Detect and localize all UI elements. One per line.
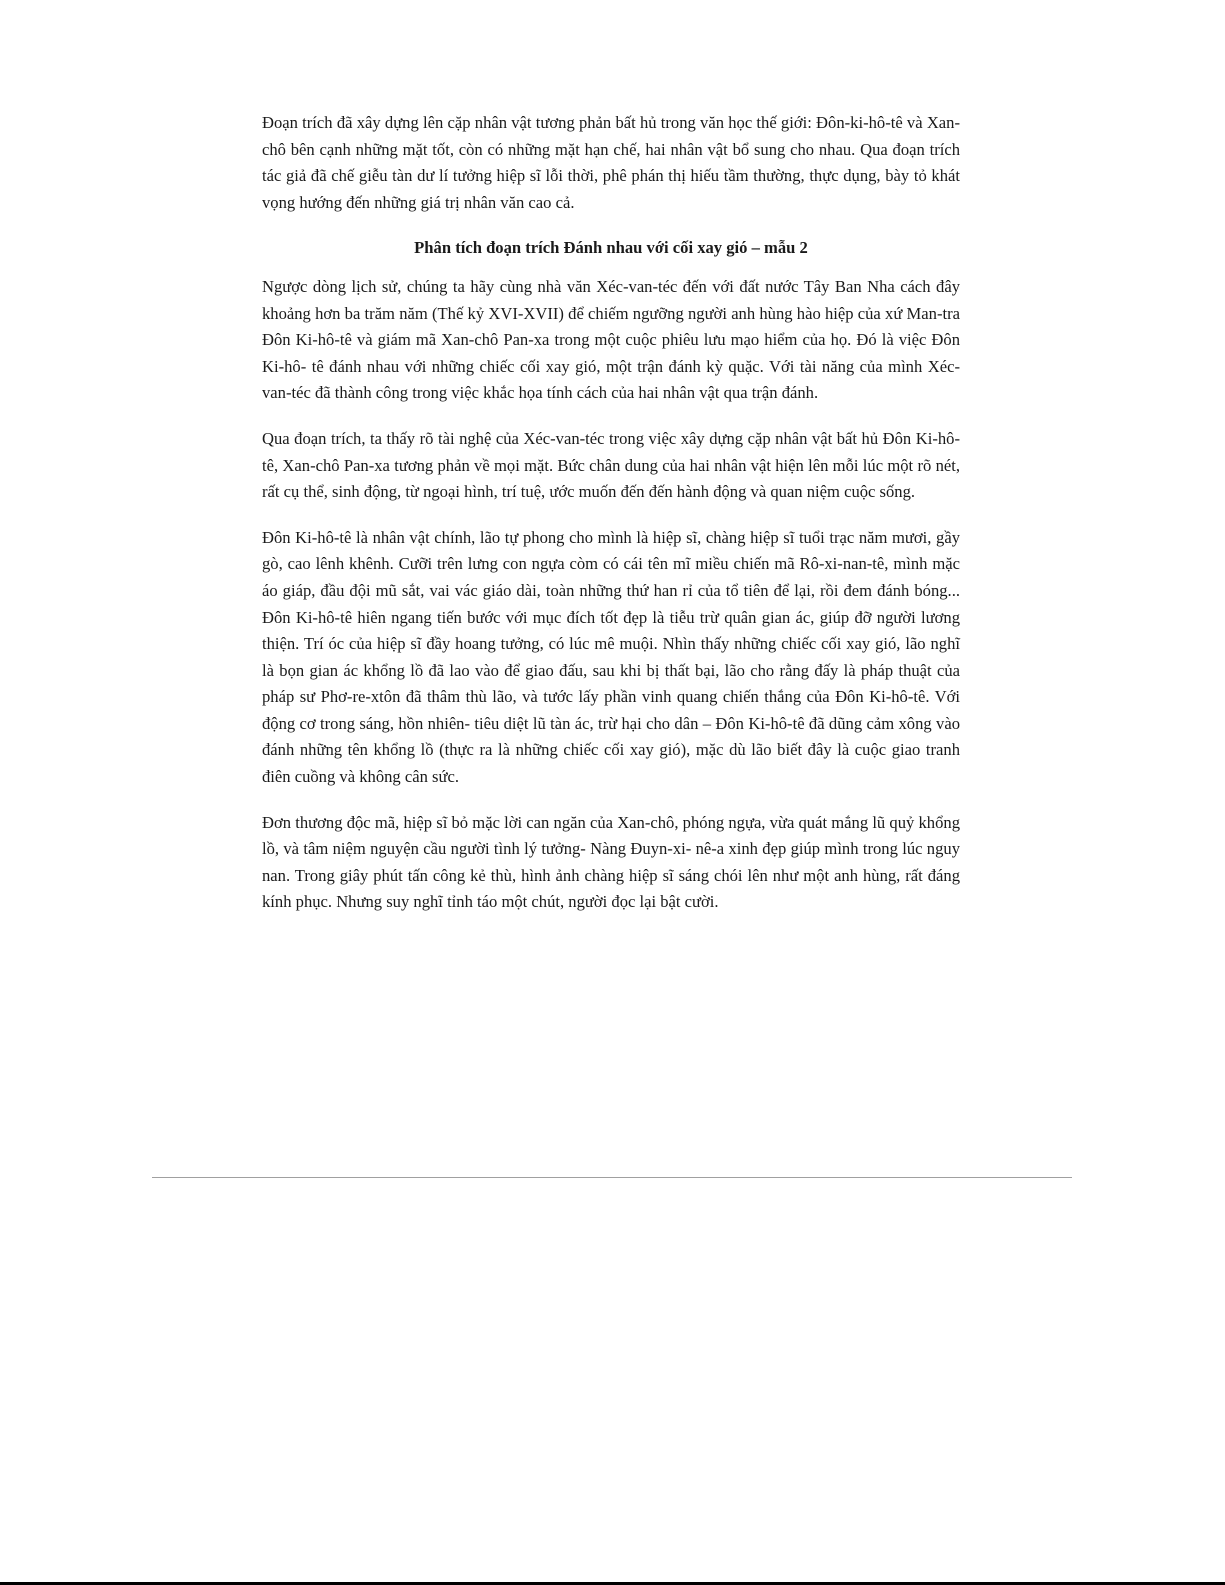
body-paragraph: Ngược dòng lịch sử, chúng ta hãy cùng nhà văn Xéc-van-téc đến với đất nước Tây Ban Nha cách đây khoảng hơn ba trăm năm (Thế kỷ XVI-XVII) để chiếm ngưỡng người anh hùng hào hiệp của xứ Man-tra Đôn Ki-hô-tê và giám mã Xan-chô Pan-xa trong một cuộc phiêu lưu mạo hiểm của họ. Đó là việc Đôn Ki-hô- tê đánh nhau với những chiếc cối xay gió, một trận đánh kỳ quặc. Với tài năng của mình Xéc-van-téc đã thành công trong việc khắc họa tính cách của hai nhân vật qua trận đánh. xyxy=(262,276,960,403)
section-heading: Phân tích đoạn trích Đánh nhau với cối xay gió – mẫu 2 xyxy=(414,238,808,258)
body-paragraph: Qua đoạn trích, ta thấy rõ tài nghệ của Xéc-van-téc trong việc xây dựng cặp nhân vật bất hủ Đôn Ki-hô-tê, Xan-chô Pan-xa tương phản về mọi mặt. Bức chân dung của hai nhân vật hiện lên mỗi lúc một rõ nét, rất cụ thể, sinh động, từ ngoại hình, trí tuệ, ước muốn đến đến hành động và quan niệm cuộc sống. xyxy=(262,428,960,502)
body-paragraph: Đơn thương độc mã, hiệp sĩ bỏ mặc lời can ngăn của Xan-chô, phóng ngựa, vừa quát mắng lũ quỷ khổng lồ, và tâm niệm nguyện cầu người tình lý tưởng- Nàng Đuyn-xi- nê-a xinh đẹp giúp mình trong lúc nguy nan. Trong giây phút tấn công kẻ thù, hình ảnh chàng hiệp sĩ sáng chói lên như một anh hùng, rất đáng kính phục. Nhưng suy nghĩ tỉnh táo một chút, người đọc lại bật cười. xyxy=(262,812,960,912)
body-paragraph: Đôn Ki-hô-tê là nhân vật chính, lão tự phong cho mình là hiệp sĩ, chàng hiệp sĩ tuổi trạc năm mươi, gầy gò, cao lênh khênh. Cưỡi trên lưng con ngựa còm có cái tên mĩ miều chiến mã Rô-xi-nan-tê, mình mặc áo giáp, đầu đội mũ sắt, vai vác giáo dài, toàn những thứ han rỉ của tổ tiên để lại, rồi đem đánh bóng... Đôn Ki-hô-tê hiên ngang tiến bước với mục đích tốt đẹp là tiễu trừ quân gian ác, giúp đỡ người lương thiện. Trí óc của hiệp sĩ đầy hoang tưởng, có lúc mê muội. Nhìn thấy những chiếc cối xay gió, lão nghĩ là bọn gian ác khổng lồ đã lao vào để giao đấu, sau khi bị thất bại, lão cho rằng đấy là pháp thuật của pháp sư Phơ-re-xtôn đã thâm thù lão, và tước lấy phần vinh quang chiến thắng của Đôn Ki-hô-tê. Với động cơ trong sáng, hồn nhiên- tiêu diệt lũ tàn ác, trừ hại cho dân – Đôn Ki-hô-tê đã dũng cảm xông vào đánh những tên khổng lồ (thực ra là những chiếc cối xay gió), mặc dù lão biết đây là cuộc giao tranh điên cuồng và không cân sức. xyxy=(262,527,960,787)
intro-paragraph: Đoạn trích đã xây dựng lên cặp nhân vật tương phản bất hủ trong văn học thế giới: Đôn-ki-hô-tê và Xan-chô bên cạnh những mặt tốt, còn có những mặt hạn chế, hai nhân vật bổ sung cho nhau. Qua đoạn trích tác giả đã chế giễu tàn dư lí tưởng hiệp sĩ lỗi thời, phê phán thị hiếu tầm thường, thực dụng, bày tỏ khát vọng hướng đến những giá trị nhân văn cao cả. xyxy=(262,113,960,212)
document-body xyxy=(262,110,960,935)
horizontal-divider xyxy=(152,1177,1072,1178)
